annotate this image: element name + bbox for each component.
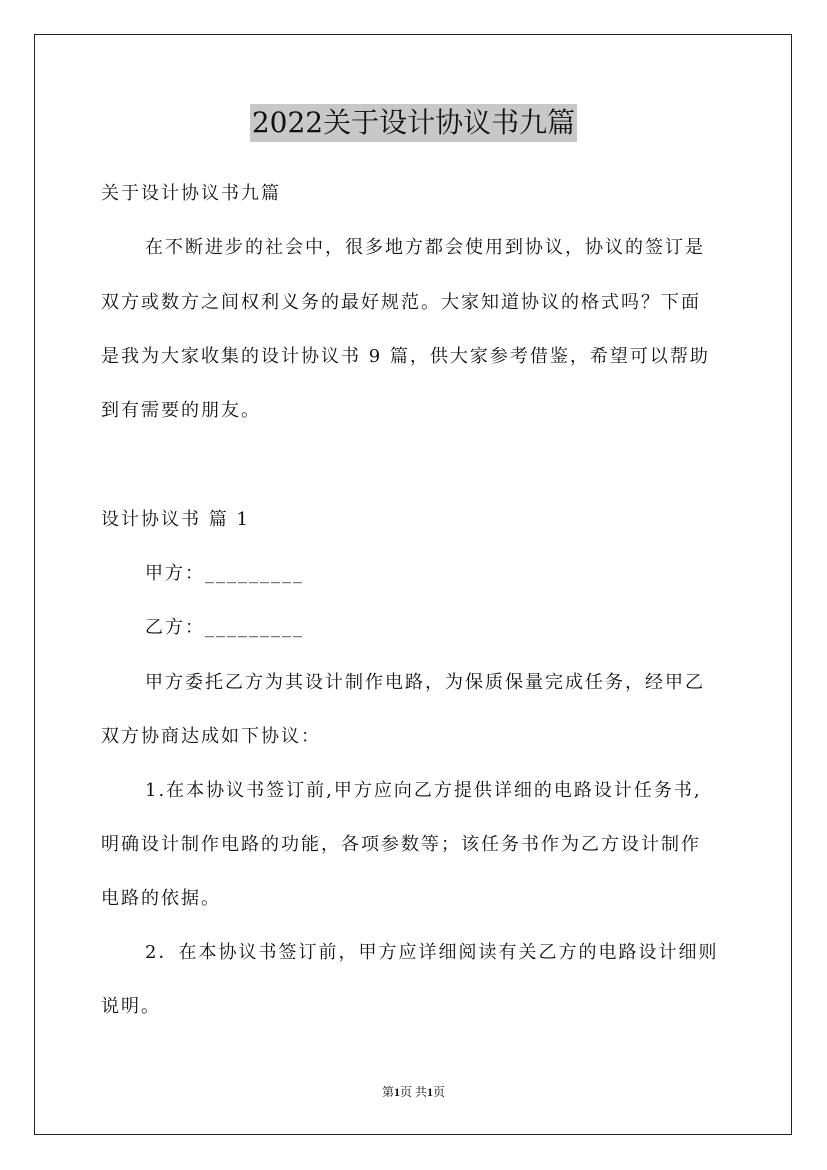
footer-prefix: 第 (381, 1085, 394, 1099)
title-container (0, 104, 827, 142)
body-line-5: 电路的依据。 (101, 888, 221, 909)
party-b-line: 乙方：_________ (145, 617, 304, 638)
body-line-2: 双方协商达成如下协议： (101, 726, 321, 747)
party-a-line: 甲方：_________ (145, 563, 304, 584)
intro-line-3: 是我为大家收集的设计协议书 9 篇，供大家参考借鉴，希望可以帮助 (101, 346, 710, 367)
document-subtitle: 关于设计协议书九篇 (101, 183, 281, 204)
section-heading: 设计协议书 篇 1 (101, 509, 250, 530)
document-title: 2022关于设计协议书九篇 (250, 104, 577, 142)
body-line-7: 说明。 (101, 996, 161, 1017)
body-line-3: 1.在本协议书签订前,甲方应向乙方提供详细的电路设计任务书, (145, 780, 702, 801)
footer-page-current: 1 (393, 1085, 400, 1099)
intro-line-4: 到有需要的朋友。 (101, 400, 261, 421)
footer-page-total: 1 (427, 1085, 433, 1099)
intro-line-2: 双方或数方之间权利义务的最好规范。大家知道协议的格式吗？下面 (101, 292, 701, 313)
body-line-1: 甲方委托乙方为其设计制作电路，为保质保量完成任务，经甲乙 (145, 672, 705, 693)
body-line-4: 明确设计制作电路的功能，各项参数等；该任务书作为乙方设计制作 (101, 834, 701, 855)
page-footer (0, 1084, 827, 1100)
footer-suffix: 页 (433, 1085, 446, 1099)
body-line-6: 2．在本协议书签订前，甲方应详细阅读有关乙方的电路设计细则 (145, 942, 719, 963)
intro-line-1: 在不断进步的社会中，很多地方都会使用到协议，协议的签订是 (145, 237, 705, 258)
footer-mid: 页 共 (399, 1085, 427, 1099)
